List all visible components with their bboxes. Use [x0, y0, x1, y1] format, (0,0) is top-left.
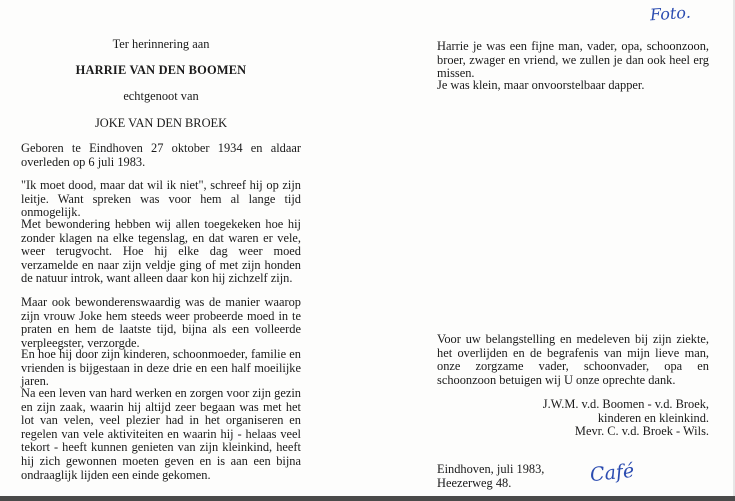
tribute-closing-line: Je was klein, maar onvoorstelbaar dapper. [437, 78, 645, 92]
handwritten-note-cafe: Café [588, 459, 636, 487]
in-memory-line: Ter herinnering aan [112, 37, 210, 51]
deceased-name: HARRIE VAN DEN BOOMEN [75, 63, 247, 77]
signature-line-3: Mevr. C. v.d. Broek - Wils. [574, 424, 709, 438]
body-paragraph-5: Na een leven van hard werken en zorgen voor zijn gezin en zijn zaak, waarin hij altijd zeer begaan was met het lot van velen, veel plezier had in het organiseren en regelen van vele aktiviteiten en waarin hij - helaas veel tekort - heeft kunnen genieten van zijn kleinkind, heeft hij zich gewonnen moeten geven en is aan een bijna ondraaglijk lijden een einde gekomen. [21, 386, 301, 482]
thanks-paragraph: Voor uw belangstelling en medeleven bij zijn ziekte, het overlijden en de begrafenis van mijn lieve man, onze zorgzame vader, schoonvader, opa en schoonzoon betuigen wij U onze oprechte dank. [437, 332, 709, 387]
address: Heezerweg 48. [437, 476, 512, 490]
signature-line-1: J.W.M. v.d. Boomen - v.d. Broek, [542, 397, 709, 411]
scan-bottom-edge [0, 496, 735, 501]
body-paragraph-1: "Ik moet dood, maar dat wil ik niet", schreef hij op zijn leitje. Want spreken was voor hem al lange tijd onmogelijk. [21, 178, 301, 220]
tribute-paragraph: Harrie je was een fijne man, vader, opa, schoonzoon, broer, zwager en vriend, we zullen je dan ook heel erg missen. [437, 39, 709, 81]
body-paragraph-4: En hoe hij door zijn kinderen, schoonmoeder, familie en vrienden is bijgestaan in deze drie en een half moeilijke jaren. [21, 347, 301, 389]
signature-line-2: kinderen en kleinkind. [597, 411, 709, 425]
spouse-name: JOKE VAN DEN BROEK [94, 116, 228, 130]
handwritten-note-foto: Foto. [649, 2, 692, 25]
body-paragraph-3: Maar ook bewonderenswaardig was de manier waarop zijn vrouw Joke hem steeds weer probeerde moed in te praten en hem de laatste tijd, bijna als een volleerde verpleegster, verzorgde. [21, 295, 301, 350]
birth-death-paragraph: Geboren te Eindhoven 27 oktober 1934 en aldaar overleden op 6 juli 1983. [21, 141, 301, 169]
body-paragraph-2: Met bewondering hebben wij allen toegekeken hoe hij zonder klagen na elke tegenslag, en dat waren er vele, weer terugvocht. Hoe hij elke dag weer moed verzamelde en naar zijn veldje ging of met zijn honden de natuur introk, want alleen daar kon hij zichzelf zijn. [21, 217, 301, 286]
spouse-of-line: echtgenoot van [123, 89, 199, 103]
place-date: Eindhoven, juli 1983, [437, 462, 545, 476]
